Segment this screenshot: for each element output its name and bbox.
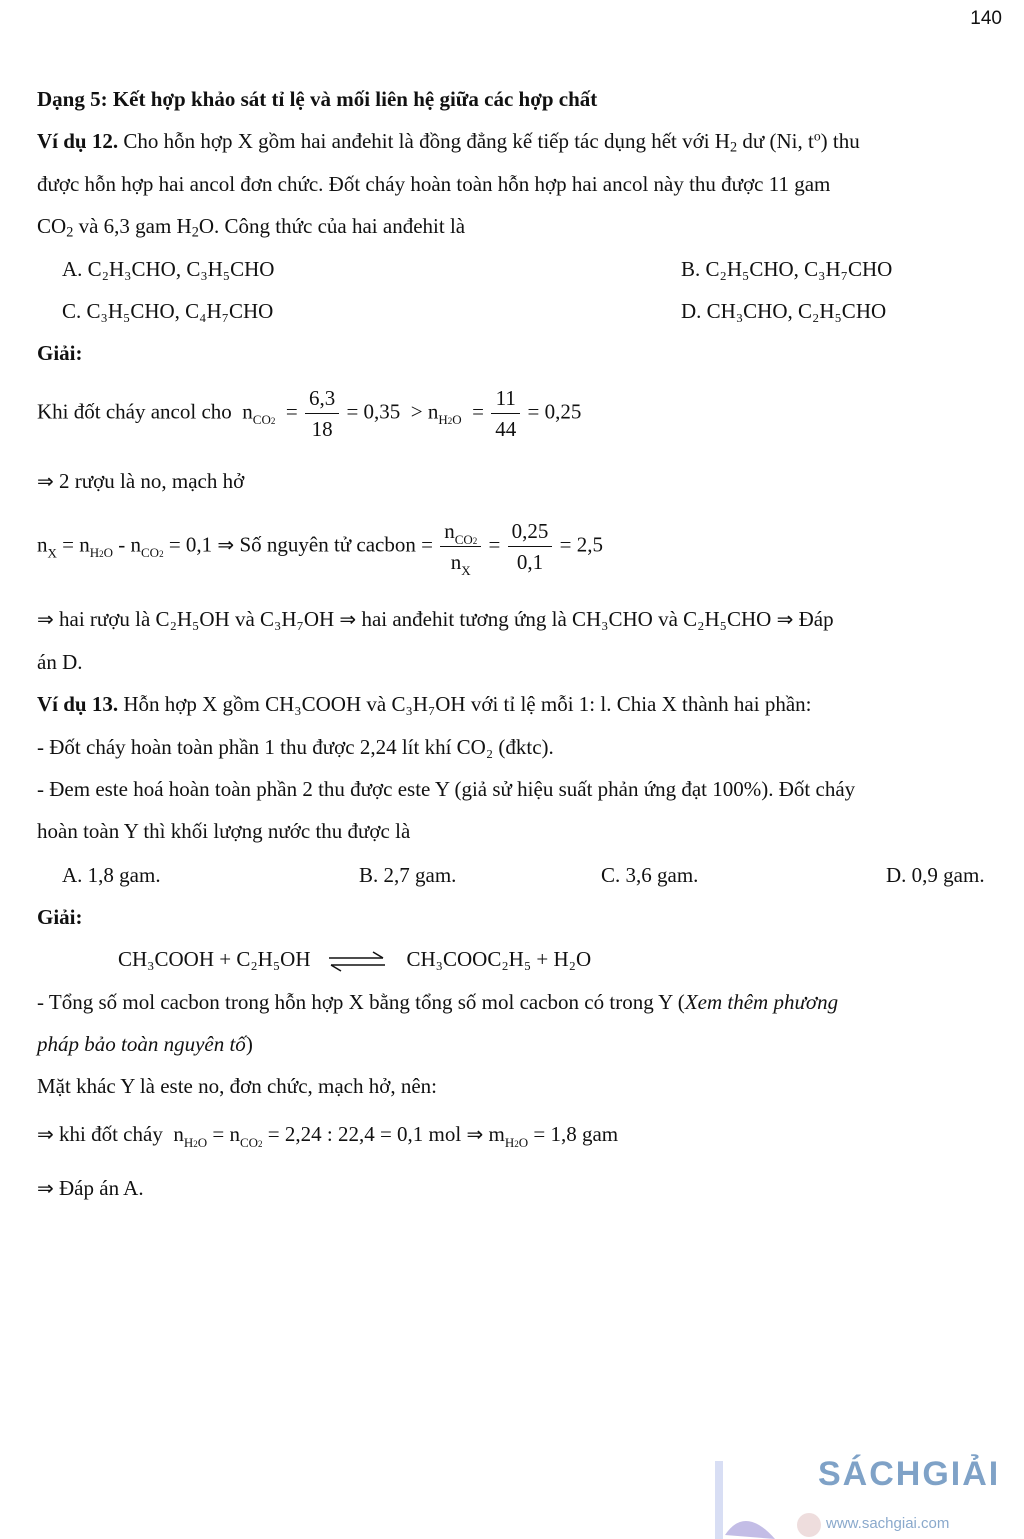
sol4-a: hai rượu là C₂H₅OH và C₃H₇OH	[59, 607, 335, 631]
ex13-equation	[118, 946, 591, 972]
ex13-sol5: Đáp án A.	[59, 1176, 144, 1200]
ex13-text1: Hỗn hợp X gồm CH₃COOH và C₃H₇OH với tỉ lệ mỗi 1: l. Chia X thành hai phần:	[118, 692, 812, 716]
sol4-b: hai anđehit tương ứng là CH₃CHO và C₂H₅CHO	[361, 607, 772, 631]
ex13-sol2a: pháp bảo toàn nguyên tố	[37, 1032, 246, 1056]
ex13-sol1b: Xem thêm phương	[684, 990, 839, 1014]
ex13-solution-label: Giải:	[37, 905, 83, 929]
ex13-line4: hoàn toàn Y thì khối lượng nước thu được là	[37, 819, 411, 843]
ex13-option-a: A. 1,8 gam.	[62, 863, 161, 887]
sol4-c: Đáp	[798, 607, 834, 631]
implies-icon: ⇒	[37, 607, 54, 631]
ex12-line1: Ví dụ 12. Cho hỗn hợp X gồm hai anđehit là đồng đẳng kế tiếp tác dụng hết với $H_2$ dư (Ni, $t^o$) thu	[37, 128, 860, 156]
ex13-sol4b: = 2,24 : 22,4 = 0,1 mol	[267, 1122, 462, 1146]
sol3-text: Số nguyên tử cacbon =	[239, 532, 433, 557]
implies-icon: ⇒	[776, 607, 794, 631]
frac2-den: 44	[495, 417, 517, 441]
frac2-num: 11	[491, 383, 520, 414]
frac1-num: 6,3	[305, 383, 339, 414]
watermark-decoration-icon	[705, 1455, 825, 1539]
ex12-sol-line4	[37, 606, 834, 632]
ex12-text1b: dư (Ni, t	[737, 129, 814, 153]
ex12-text1a: Cho hỗn hợp X gồm hai anđehit là đồng đẳng kế tiếp tác dụng hết với H	[118, 129, 730, 153]
ex13-sol-line5	[37, 1175, 144, 1201]
fraction-nco2-nx: $\frac{n_{CO2}}{n_X}$	[440, 516, 481, 577]
ex13-option-d: D. 0,9 gam.	[886, 863, 985, 887]
ex13-option-c: C. 3,6 gam.	[601, 863, 699, 887]
ex12-option-c: C. C₃H₅CHO, C₄H₇CHO	[62, 299, 274, 323]
ex13-sol-line3: Mặt khác Y là este no, đơn chức, mạch hở, nên:	[37, 1074, 437, 1098]
ex13-line2: - Đốt cháy hoàn toàn phần 1 thu được 2,24 lít khí CO₂ (đktc).	[37, 735, 554, 759]
ex13-line3: - Đem este hoá hoàn toàn phần 2 thu được este Y (giả sử hiệu suất phản ứng đạt 100%). Đốt cháy	[37, 777, 856, 801]
equilibrium-arrow-icon	[327, 950, 387, 972]
ex13-sol-line4: ⇒ khi đốt cháy $n_{H2O} = n_{CO2} = 2,24$ : 22,4 = 0,1 mol ⇒ $m_{H2O} = 1,8$ gam	[37, 1122, 619, 1150]
implies-icon: ⇒	[37, 1176, 54, 1200]
val4: = 2,5	[559, 532, 603, 557]
ex13-option-b: B. 2,7 gam.	[359, 863, 457, 887]
ex12-text1c: ) thu	[820, 129, 860, 153]
frac1-den: 18	[311, 417, 333, 441]
implies-icon: ⇒	[37, 469, 54, 493]
ex12-text3c: O. Công thức của hai anđehit là	[198, 214, 466, 238]
ex12-option-b: B. C₂H₅CHO, C₃H₇CHO	[681, 257, 893, 281]
frac4-den: 0,1	[516, 550, 544, 574]
fraction-h2o	[491, 383, 520, 444]
ex13-sol-line1	[37, 989, 838, 1015]
fraction-co2	[305, 383, 339, 444]
val2: = 0,25	[527, 399, 582, 424]
sol1-prefix: Khi đốt cháy ancol cho	[37, 399, 232, 424]
fraction-values	[508, 516, 553, 577]
ex12-option-d: D. CH₃CHO, C₂H₅CHO	[681, 299, 887, 323]
ex13-line1	[37, 691, 812, 717]
equation-right: CH₃COOC₂H₅ + H₂O	[406, 947, 592, 971]
sachgiai-url: www.sachgiai.com	[826, 1515, 950, 1532]
ex12-sol-line5: án D.	[37, 650, 83, 674]
ex12-text3b: và 6,3 gam H	[73, 214, 192, 238]
ex13-sol1a: - Tổng số mol cacbon trong hỗn hợp X bằng tổng số mol cacbon có trong Y (	[37, 990, 685, 1014]
ex12-sol-line3: $n_X = n_{H2O} - n_{CO2} = 0,1$ ⇒ Số nguyên tử cacbon = $\frac{n_{CO2}}{n_X}$ = $\frac{0,25}{0,1}$ = 2,5	[37, 516, 603, 577]
ex12-text3a: CO	[37, 214, 67, 238]
ex13-sol2b: )	[245, 1032, 253, 1056]
ex12-label: Ví dụ 12.	[37, 129, 119, 153]
equation-left: CH₃COOH + C₂H₅OH	[118, 947, 311, 971]
ex13-label: Ví dụ 13.	[37, 692, 119, 716]
ex12-sol-line2	[37, 468, 244, 494]
implies-icon: ⇒	[37, 1122, 54, 1146]
page-number: 140	[970, 8, 1002, 29]
ex12-solution-label: Giải:	[37, 341, 83, 365]
implies-icon: ⇒	[217, 532, 235, 557]
section-title: Dạng 5: Kết hợp khảo sát tỉ lệ và mối liên hệ giữa các hợp chất	[37, 87, 598, 111]
frac4-num: 0,25	[508, 516, 553, 547]
val1: = 0,35	[346, 399, 401, 424]
ex13-sol-line2	[37, 1031, 253, 1057]
implies-icon: ⇒	[339, 607, 357, 631]
sol3-mid: = 0,1	[168, 532, 213, 557]
implies-icon: ⇒	[466, 1122, 484, 1146]
ex13-sol4a: khi đốt cháy	[59, 1122, 163, 1146]
sol2-text: 2 rượu là no, mạch hở	[59, 469, 245, 493]
ex12-line3: $CO_2$ và 6,3 gam $H_2O$. Công thức của hai anđehit là	[37, 214, 466, 241]
ex13-sol4c: = 1,8 gam	[533, 1122, 619, 1146]
sachgiai-logo: SÁCHGIẢI	[818, 1455, 1001, 1493]
ex12-option-a: A. C₂H₃CHO, C₃H₅CHO	[62, 257, 275, 281]
ex12-sol-line1: Khi đốt cháy ancol cho $n_{CO2}$ = $\frac{6,3}{18}$ = $0,35 > n_{H2O}$ = $\frac{11}{44}$ = 0,25	[37, 383, 581, 444]
ex12-line2: được hỗn hợp hai ancol đơn chức. Đốt cháy hoàn toàn hỗn hợp hai ancol này thu được 11 gam	[37, 172, 831, 196]
